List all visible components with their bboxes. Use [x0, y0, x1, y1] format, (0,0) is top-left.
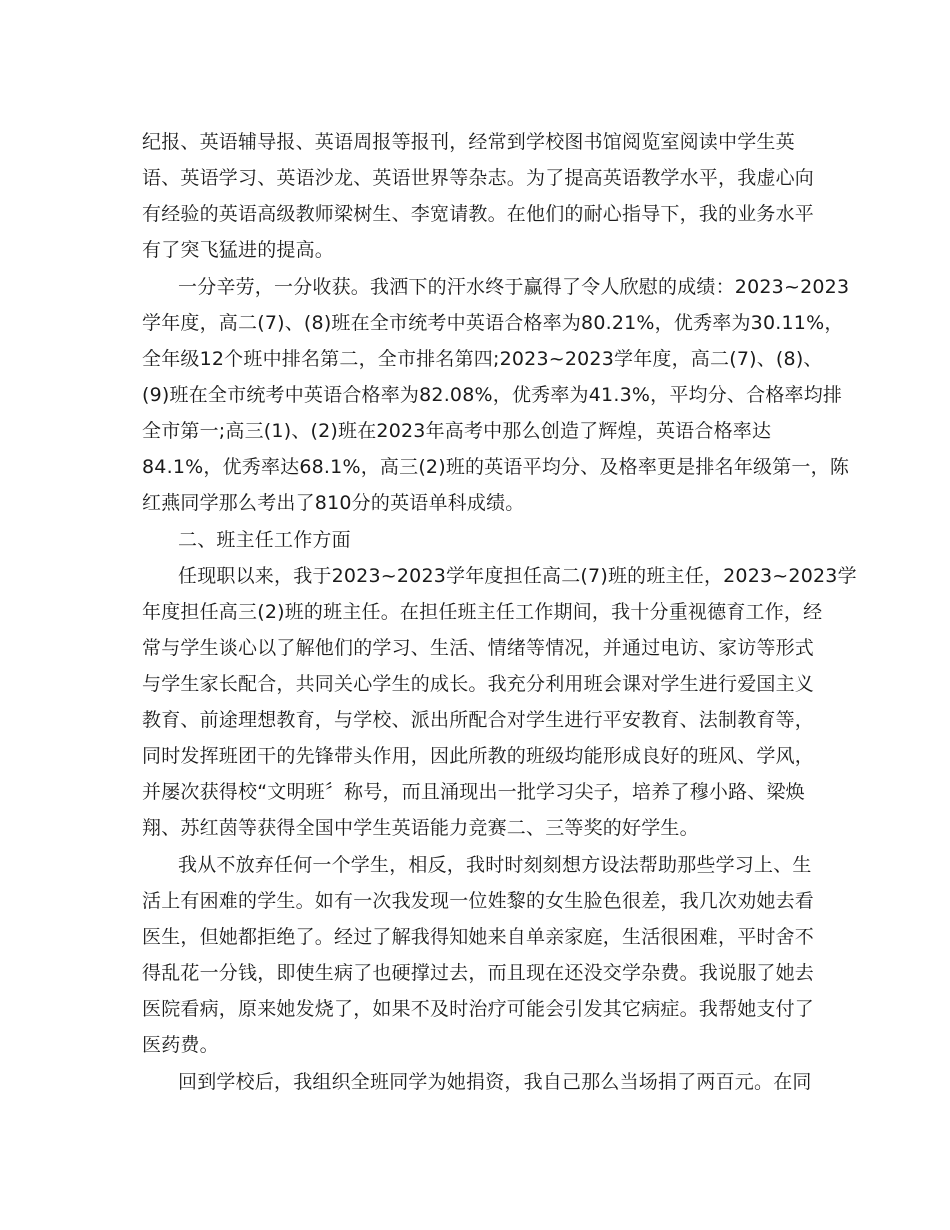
- text-line: 同时发挥班团干的先锋带头作用，因此所教的班级均能形成良好的班风、学风，: [142, 745, 815, 767]
- text-line: 全市第一;高三(1)、(2)班在2023年高考中那么创造了辉煌，英语合格率达: [142, 420, 772, 442]
- text-line: 医药费。: [142, 1034, 219, 1056]
- text-line: 语、英语学习、英语沙龙、英语世界等杂志。为了提高英语教学水平，我虚心向: [142, 167, 815, 189]
- text-line: 医院看病，原来她发烧了，如果不及时治疗可能会引发其它病症。我帮她支付了: [142, 998, 815, 1020]
- paragraph-first-line: 一分辛劳，一分收获。我洒下的汗水终于赢得了令人欣慰的成绩：2023~2023: [178, 276, 850, 298]
- text-line: 红燕同学那么考出了810分的英语单科成绩。: [142, 492, 525, 514]
- text-line: 并屡次获得校“文明班〞称号，而且涌现出一批学习尖子，培养了穆小路、梁焕: [142, 781, 805, 803]
- text-line: (9)班在全市统考中英语合格率为82.08%，优秀率为41.3%，平均分、合格率均排: [142, 384, 843, 406]
- text-line: 得乱花一分钱，即使生病了也硬撑过去，而且现在还没交学杂费。我说服了她去: [142, 962, 815, 984]
- paragraph-first-line: 回到学校后，我组织全班同学为她捐资，我自己那么当场捐了两百元。在同: [178, 1071, 812, 1093]
- text-line: 常与学生谈心以了解他们的学习、生活、情绪等情况，并通过电访、家访等形式: [142, 637, 815, 659]
- text-line: 有了突飞猛进的提高。: [142, 239, 335, 261]
- section-heading: 二、班主任工作方面: [178, 529, 351, 551]
- text-line: 与学生家长配合，共同关心学生的成长。我充分利用班会课对学生进行爱国主义: [142, 673, 815, 695]
- paragraph-first-line: 我从不放弃任何一个学生，相反，我时时刻刻想方设法帮助那些学习上、生: [178, 854, 812, 876]
- text-line: 有经验的英语高级教师梁树生、李宽请教。在他们的耐心指导下，我的业务水平: [142, 203, 815, 225]
- paragraph-first-line: 任现职以来，我于2023~2023学年度担任高二(7)班的班主任，2023~2023学: [178, 565, 857, 587]
- text-line: 学年度，高二(7)、(8)班在全市统考中英语合格率为80.21%，优秀率为30.11%，: [142, 312, 844, 334]
- text-line: 年度担任高三(2)班的班主任。在担任班主任工作期间，我十分重视德育工作，经: [142, 601, 823, 623]
- text-line: 纪报、英语辅导报、英语周报等报刊，经常到学校图书馆阅览室阅读中学生英: [142, 131, 795, 153]
- text-line: 翔、苏红茵等获得全国中学生英语能力竞赛二、三等奖的好学生。: [142, 817, 699, 839]
- text-line: 教育、前途理想教育，与学校、派出所配合对学生进行平安教育、法制教育等，: [142, 709, 815, 731]
- text-line: 全年级12个班中排名第二，全市排名第四;2023~2023学年度，高二(7)、(8)、: [142, 348, 823, 370]
- text-line: 84.1%，优秀率达68.1%，高三(2)班的英语平均分、及格率更是排名年级第一，陈: [142, 456, 850, 478]
- text-line: 活上有困难的学生。如有一次我发现一位姓黎的女生脸色很差，我几次劝她去看: [142, 890, 815, 912]
- text-line: 医生，但她都拒绝了。经过了解我得知她来自单亲家庭，生活很困难，平时舍不: [142, 926, 815, 948]
